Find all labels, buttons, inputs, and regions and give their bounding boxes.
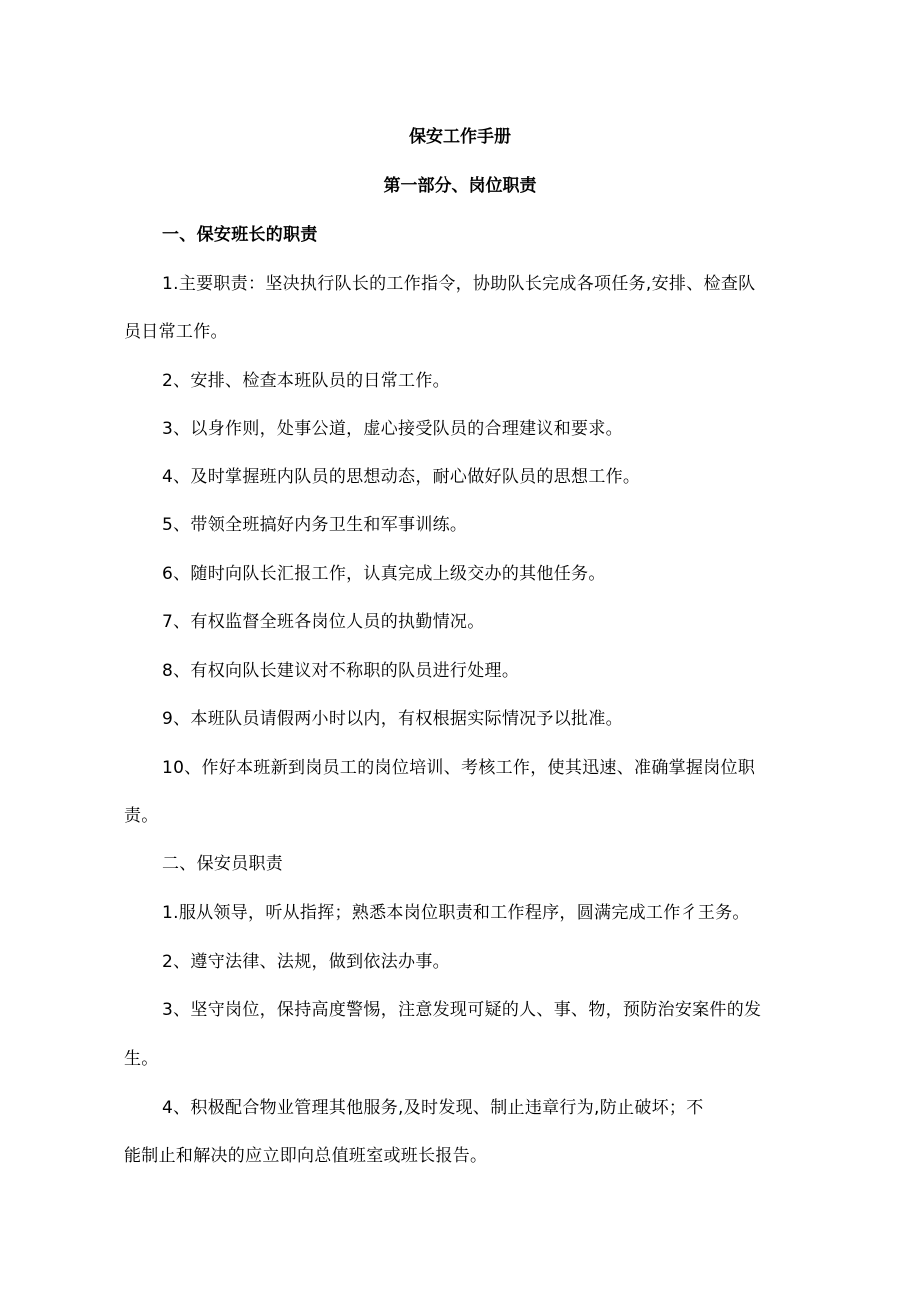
section-2-item-4-line-2: 能制止和解决的应立即向总值班室或班长报告。 (124, 1146, 488, 1166)
section-2-item-3-line-2: 生。 (124, 1049, 159, 1069)
section-2-item-4-line-1: 4、积极配合物业管理其他服务,及时发现、制止违章行为,防止破坏；不 (162, 1098, 704, 1118)
section-1-item-1-line-1: 1.主要职责：坚决执行队长的工作指令，协助队长完成各项任务,安排、检查队 (162, 274, 756, 294)
section-2-heading: 二、保安员职责 (162, 854, 284, 874)
document-title: 保安工作手册 (409, 127, 511, 147)
section-1-item-2: 2、安排、检查本班队员的日常工作。 (162, 371, 450, 391)
section-1-item-3: 3、以身作则，处事公道，虚心接受队员的合理建议和要求。 (162, 419, 623, 439)
section-1-item-10-line-1: 10、作好本班新到岗员工的岗位培训、考核工作，使其迅速、准确掌握岗位职 (162, 758, 756, 778)
section-1-item-7: 7、有权监督全班各岗位人员的执勤情况。 (162, 612, 485, 632)
section-1-item-5: 5、带领全班搞好内务卫生和军事训练。 (162, 515, 468, 535)
section-1-item-6: 6、随时向队长汇报工作，认真完成上级交办的其他任务。 (162, 564, 606, 584)
section-1-item-8: 8、有权向队长建议对不称职的队员进行处理。 (162, 661, 520, 681)
section-2-item-2: 2、遵守法律、法规，做到依法办事。 (162, 952, 450, 972)
section-1-item-4: 4、及时掌握班内队员的思想动态，耐心做好队员的思想工作。 (162, 467, 641, 487)
section-1-item-10-line-2: 责。 (124, 806, 159, 826)
section-2-item-3-line-1: 3、坚守岗位，保持高度警惕，注意发现可疑的人、事、物，预防治安案件的发 (162, 1000, 762, 1020)
section-2-item-1: 1.服从领导，听从指挥；熟悉本岗位职责和工作程序，圆满完成工作彳王务。 (162, 903, 750, 923)
section-1-item-1-line-2: 员日常工作。 (124, 322, 228, 342)
section-1-item-9: 9、本班队员请假两小时以内，有权根据实际情况予以批准。 (162, 709, 623, 729)
section-1-heading: 一、保安班长的职责 (162, 225, 318, 245)
part-title: 第一部分、岗位职责 (383, 176, 537, 196)
